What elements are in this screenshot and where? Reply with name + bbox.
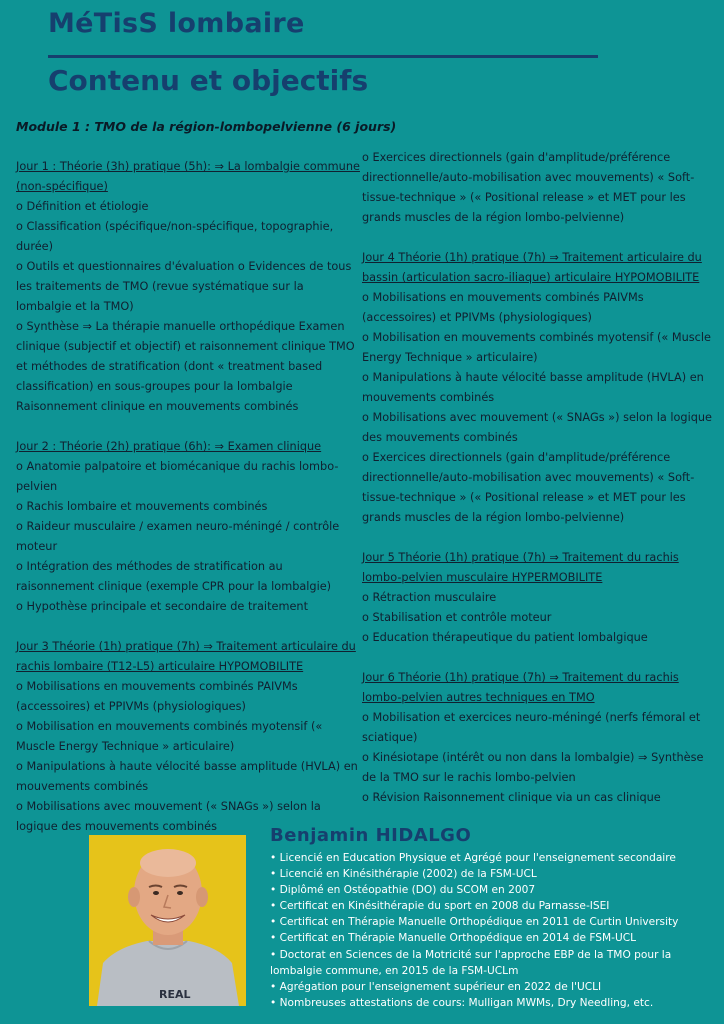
- shirt-text: REAL: [159, 988, 191, 1001]
- section-day-4: [362, 248, 712, 528]
- list-item: o Rétraction musculaire: [362, 591, 497, 604]
- module-title: Module 1 : TMO de la région-lombopelvienne (6 jours): [16, 119, 397, 134]
- section-day-3: [16, 637, 361, 837]
- title-divider: [48, 55, 598, 58]
- list-item: o Mobilisation et exercices neuro-méningé (nerfs fémoral et sciatique): [362, 711, 701, 744]
- section-day-1: [16, 157, 361, 417]
- credential-item: • Nombreuses attestations de cours: Mulligan MWMs, Dry Needling, etc.: [270, 996, 654, 1009]
- credential-item: • Licencié en Education Physique et Agrégé pour l'enseignement secondaire: [270, 852, 676, 864]
- section-heading: Jour 1 : Théorie (3h) pratique (5h): ⇒ La lombalgie commune (non-spécifique): [16, 160, 360, 193]
- list-item: o Anatomie palpatoire et biomécanique du rachis lombo-pelvien: [16, 460, 339, 493]
- section-heading: Jour 6 Théorie (1h) pratique (7h) ⇒ Traitement du rachis lombo-pelvien autres techniques en TMO: [362, 671, 679, 704]
- list-item: o Classification (spécifique/non-spécifique, topographie, durée): [16, 220, 334, 253]
- list-item: o Révision Raisonnement clinique via un cas clinique: [362, 791, 661, 804]
- list-item: o Raideur musculaire / examen neuro-méningé / contrôle moteur: [16, 520, 340, 553]
- list-item: o Exercices directionnels (gain d'amplitude/préférence directionnelle/auto-mobilisation avec mouvements) « Soft-tissue-technique » (« Positional release » et MET pour les grands muscles de la région lombo-pelvienne): [362, 451, 695, 524]
- instructor-photo: [89, 835, 246, 1006]
- list-item: o Synthèse ⇒ La thérapie manuelle orthopédique Examen clinique (subjectif et objectif) et raisonnement clinique TMO et méthodes de stratification (dont « treatment based classification) en sous-groupes pour la lombalgie Raisonnement clinique en mouvements combinés: [16, 320, 355, 413]
- list-item: o Education thérapeutique du patient lombalgique: [362, 631, 648, 644]
- page-title: MéTisS lombaire: [48, 8, 305, 39]
- list-item: o Kinésiotape (intérêt ou non dans la lombalgie) ⇒ Synthèse de la TMO sur le rachis lombo-pelvien: [362, 751, 704, 784]
- list-item: o Mobilisation en mouvements combinés myotensif (« Muscle Energy Technique » articulaire): [362, 331, 711, 364]
- credential-item: • Agrégation pour l'enseignement supérieur en 2022 de l'UCLI: [270, 980, 602, 993]
- credential-item: • Doctorat en Sciences de la Motricité sur l'approche EBP de la TMO pour la lombalgie commune, en 2015 de la FSM-UCLm: [270, 948, 672, 977]
- list-item: o Définition et étiologie: [16, 200, 149, 213]
- section-heading: Jour 3 Théorie (1h) pratique (7h) ⇒ Traitement articulaire du rachis lombaire (T12-L5) articulaire HYPOMOBILITE: [16, 640, 356, 673]
- instructor-name: Benjamin HIDALGO: [270, 825, 472, 846]
- credential-item: • Certificat en Thérapie Manuelle Orthopédique en 2011 de Curtin University: [270, 916, 679, 929]
- list-item: o Mobilisations en mouvements combinés PAIVMs (accessoires) et PPIVMs (physiologiques): [362, 291, 644, 324]
- portrait-illustration: [89, 835, 246, 1006]
- list-item: o Manipulations à haute vélocité basse amplitude (HVLA) en mouvements combinés: [16, 760, 358, 793]
- left-column: [16, 157, 361, 857]
- list-item: o Manipulations à haute vélocité basse amplitude (HVLA) en mouvements combinés: [362, 371, 704, 404]
- list-item: o Mobilisations avec mouvement (« SNAGs ») selon la logique des mouvements combinés: [362, 411, 713, 444]
- credential-item: • Certificat en Kinésithérapie du sport en 2008 du Parnasse-ISEI: [270, 900, 610, 913]
- list-item: o Mobilisations en mouvements combinés PAIVMs (accessoires) et PPIVMs (physiologiques): [16, 680, 298, 713]
- list-item: o Outils et questionnaires d'évaluation o Evidences de tous les traitements de TMO (revue systématique sur la lombalgie et la TMO): [16, 260, 352, 313]
- list-item: o Intégration des méthodes de stratification au raisonnement clinique (exemple CPR pour la lombalgie): [16, 560, 332, 593]
- section-heading: Jour 5 Théorie (1h) pratique (7h) ⇒ Traitement du rachis lombo-pelvien musculaire HYPERMOBILITE: [362, 551, 679, 584]
- instructor-bio: [270, 825, 710, 1011]
- credentials-list: [270, 850, 710, 1011]
- credential-item: • Certificat en Thérapie Manuelle Orthopédique en 2014 de FSM-UCL: [270, 932, 637, 945]
- list-item: o Mobilisation en mouvements combinés myotensif (« Muscle Energy Technique » articulaire): [16, 720, 323, 753]
- list-item: o Hypothèse principale et secondaire de traitement: [16, 600, 308, 613]
- credential-item: • Licencié en Kinésithérapie (2002) de la FSM-UCL: [270, 868, 537, 881]
- list-item: o Stabilisation et contrôle moteur: [362, 611, 552, 624]
- section-day-6: [362, 668, 712, 808]
- list-item: o Mobilisations avec mouvement (« SNAGs ») selon la logique des mouvements combinés: [16, 800, 321, 833]
- section-heading: Jour 4 Théorie (1h) pratique (7h) ⇒ Traitement articulaire du bassin (articulation sacro-iliaque) articulaire HYPOMOBILITE: [362, 251, 702, 284]
- section-heading: Jour 2 : Théorie (2h) pratique (6h): ⇒ Examen clinique: [16, 440, 322, 453]
- right-column: [362, 148, 712, 828]
- page-subtitle: Contenu et objectifs: [48, 64, 369, 97]
- list-item: o Rachis lombaire et mouvements combinés: [16, 500, 268, 513]
- credential-item: • Diplômé en Ostéopathie (DO) du SCOM en 2007: [270, 884, 536, 897]
- section-day-2: [16, 437, 361, 617]
- section-day-3-continued: [362, 148, 712, 228]
- list-item: o Exercices directionnels (gain d'amplitude/préférence directionnelle/auto-mobilisation avec mouvements) « Soft-tissue-technique » (« Positional release » et MET pour les grands muscles de la région lombo-pelvienne): [362, 151, 695, 224]
- section-day-5: [362, 548, 712, 648]
